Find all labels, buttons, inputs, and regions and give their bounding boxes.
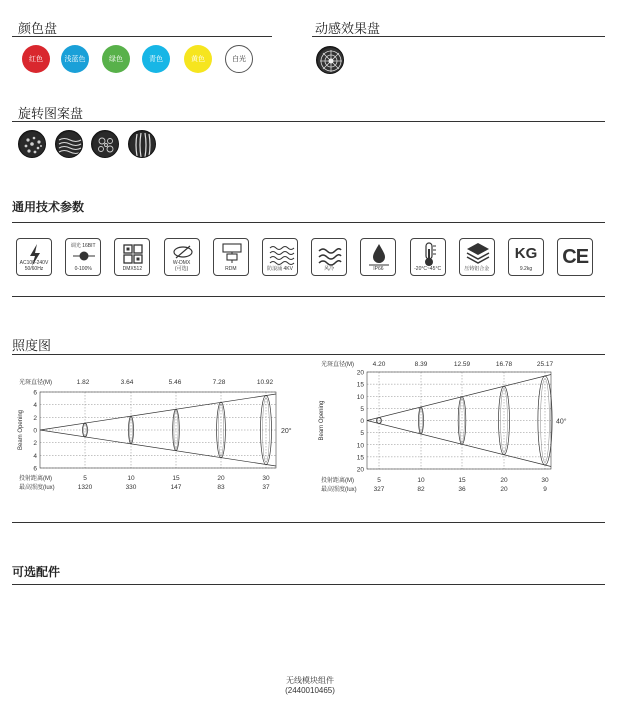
diameter-value: 25.17 — [536, 361, 554, 368]
y-tick-label: 20 — [356, 466, 364, 474]
color-wheel-rule — [12, 36, 272, 37]
spec-label: AC100-240V 50/60Hz — [19, 260, 49, 272]
y-tick-label: 15 — [356, 454, 364, 462]
distance-value: 10 — [417, 477, 425, 484]
spec-top-label: CE — [562, 246, 589, 268]
ce-spec — [557, 238, 593, 276]
ip66-spec — [360, 238, 396, 276]
y-tick-label: 10 — [356, 442, 364, 450]
spec-label: 压铸铝合金 — [464, 266, 490, 272]
distance-value: 10 — [127, 475, 135, 482]
beam-edge-bottom — [40, 430, 276, 466]
color-wheel-title: 颜色盘 — [18, 21, 58, 36]
distance-value: 20 — [500, 477, 508, 484]
y-tick-label: 4 — [33, 402, 37, 410]
lux-label: 最高照度(lux) — [321, 487, 357, 493]
y-axis-label: Beam Opening — [319, 400, 325, 441]
color-swatch-4: 青色 — [142, 45, 170, 73]
distance-value: 20 — [217, 475, 225, 482]
y-tick-label: 10 — [356, 393, 364, 401]
distance-value: 15 — [172, 475, 180, 482]
spec-label: DMX512 — [122, 266, 143, 272]
lux-value: 330 — [125, 484, 137, 491]
illuminance-rule-bottom — [12, 522, 605, 523]
diameter-label: 光斑直径(M) — [321, 362, 354, 368]
temperature-spec — [410, 238, 446, 276]
lightning-spec — [16, 238, 52, 276]
spec-label: RDM — [225, 266, 237, 272]
y-tick-label: 5 — [360, 430, 364, 438]
illuminance-title: 照度图 — [12, 338, 52, 353]
lux-value: 147 — [170, 484, 182, 491]
color-swatch-6: 白光 — [225, 45, 253, 73]
y-tick-label: 5 — [360, 405, 364, 413]
gobo-image-3 — [91, 130, 119, 158]
effect-wheel-rule — [312, 36, 605, 37]
spec-label: 0-100% — [74, 266, 92, 272]
specs-rule-top — [12, 222, 605, 223]
spec-label: 9.2kg — [519, 266, 533, 272]
diameter-value: 3.64 — [120, 379, 134, 386]
y-tick-label: 6 — [33, 465, 37, 473]
lux-value: 37 — [262, 484, 270, 491]
illuminance-rule — [12, 354, 605, 355]
beam-angle-label: 40° — [556, 418, 567, 426]
accessory-name: 无线模块组件 — [286, 676, 334, 685]
illuminance-chart-40deg — [305, 356, 618, 500]
gobo-wheel-rule — [12, 121, 605, 122]
y-tick-label: 0 — [360, 418, 364, 425]
lux-value: 36 — [458, 486, 466, 493]
effect-wheel-title: 动感效果盘 — [315, 21, 381, 36]
distance-value: 5 — [377, 477, 381, 484]
dimmer-spec — [65, 238, 101, 276]
color-swatch-5: 黄色 — [184, 45, 212, 73]
diameter-value: 4.20 — [372, 361, 386, 368]
diameter-label: 光斑直径(M) — [19, 380, 52, 386]
diameter-value: 1.82 — [76, 379, 90, 386]
alloy-spec — [459, 238, 495, 276]
lux-value: 327 — [373, 486, 385, 493]
effect-wheel-image — [316, 46, 344, 74]
distance-label: 投射距离(M) — [19, 476, 52, 482]
spec-label: -20°C~45°C — [414, 266, 442, 272]
specs-title: 通用技术参数 — [12, 200, 85, 214]
spec-label: 风冷 — [324, 266, 335, 272]
color-swatch-1: 红色 — [22, 45, 50, 73]
diameter-value: 7.28 — [212, 379, 226, 386]
gobo-wheel-title: 旋转图案盘 — [18, 106, 84, 121]
diameter-value: 12.59 — [453, 361, 471, 368]
air-cooling-spec — [311, 238, 347, 276]
lux-value: 1320 — [77, 484, 93, 491]
spec-top-label: 调光 16BIT — [70, 243, 96, 249]
beam-angle-label: 20° — [281, 428, 292, 435]
spec-label: IP66 — [373, 266, 384, 272]
spec-label: 防浪涌 4KV — [267, 266, 293, 272]
lux-value: 20 — [500, 486, 508, 493]
diameter-value: 5.46 — [168, 379, 182, 386]
accessories-rule — [12, 584, 605, 585]
diameter-value: 10.92 — [256, 379, 274, 386]
gobo-image-1 — [18, 130, 46, 158]
diameter-value: 16.78 — [495, 361, 513, 368]
gobo-image-2 — [55, 130, 83, 158]
beam-edge-top — [367, 375, 551, 421]
accessory-code: (2440010465) — [285, 686, 335, 695]
lux-label: 最高照度(lux) — [19, 485, 55, 491]
distance-value: 15 — [458, 477, 466, 484]
lux-value: 82 — [417, 486, 425, 493]
distance-value: 30 — [541, 477, 549, 484]
weight-spec — [508, 238, 544, 276]
y-tick-label: 2 — [33, 414, 37, 422]
specs-rule-bottom — [12, 296, 605, 297]
illuminance-chart-20deg — [0, 360, 300, 500]
y-tick-label: 20 — [356, 369, 364, 377]
anti-surge-spec — [262, 238, 298, 276]
y-tick-label: 4 — [33, 452, 37, 460]
spec-label: W-DMX (可选) — [172, 260, 191, 272]
y-axis-label: Beam Opening — [18, 409, 24, 451]
beam-edge-bottom — [367, 421, 551, 467]
lux-value: 83 — [217, 484, 225, 491]
distance-value: 5 — [83, 475, 87, 482]
wireless-dmx-spec — [164, 238, 200, 276]
diameter-value: 8.39 — [414, 361, 428, 368]
y-tick-label: 2 — [33, 440, 37, 448]
color-swatch-3: 绿色 — [102, 45, 130, 73]
rdm-spec — [213, 238, 249, 276]
y-tick-label: 15 — [356, 381, 364, 389]
distance-value: 30 — [262, 475, 270, 482]
accessories-title: 可选配件 — [12, 565, 61, 579]
distance-label: 投射距离(M) — [321, 478, 354, 484]
beam-edge-top — [40, 394, 276, 430]
y-tick-label: 6 — [33, 389, 37, 397]
gobo-image-4 — [128, 130, 156, 158]
lux-value: 9 — [543, 486, 547, 493]
y-tick-label: 0 — [33, 427, 37, 435]
spec-top-label: KG — [514, 245, 538, 262]
color-swatch-2: 浅蓝色 — [61, 45, 89, 73]
dmx-spec — [114, 238, 150, 276]
